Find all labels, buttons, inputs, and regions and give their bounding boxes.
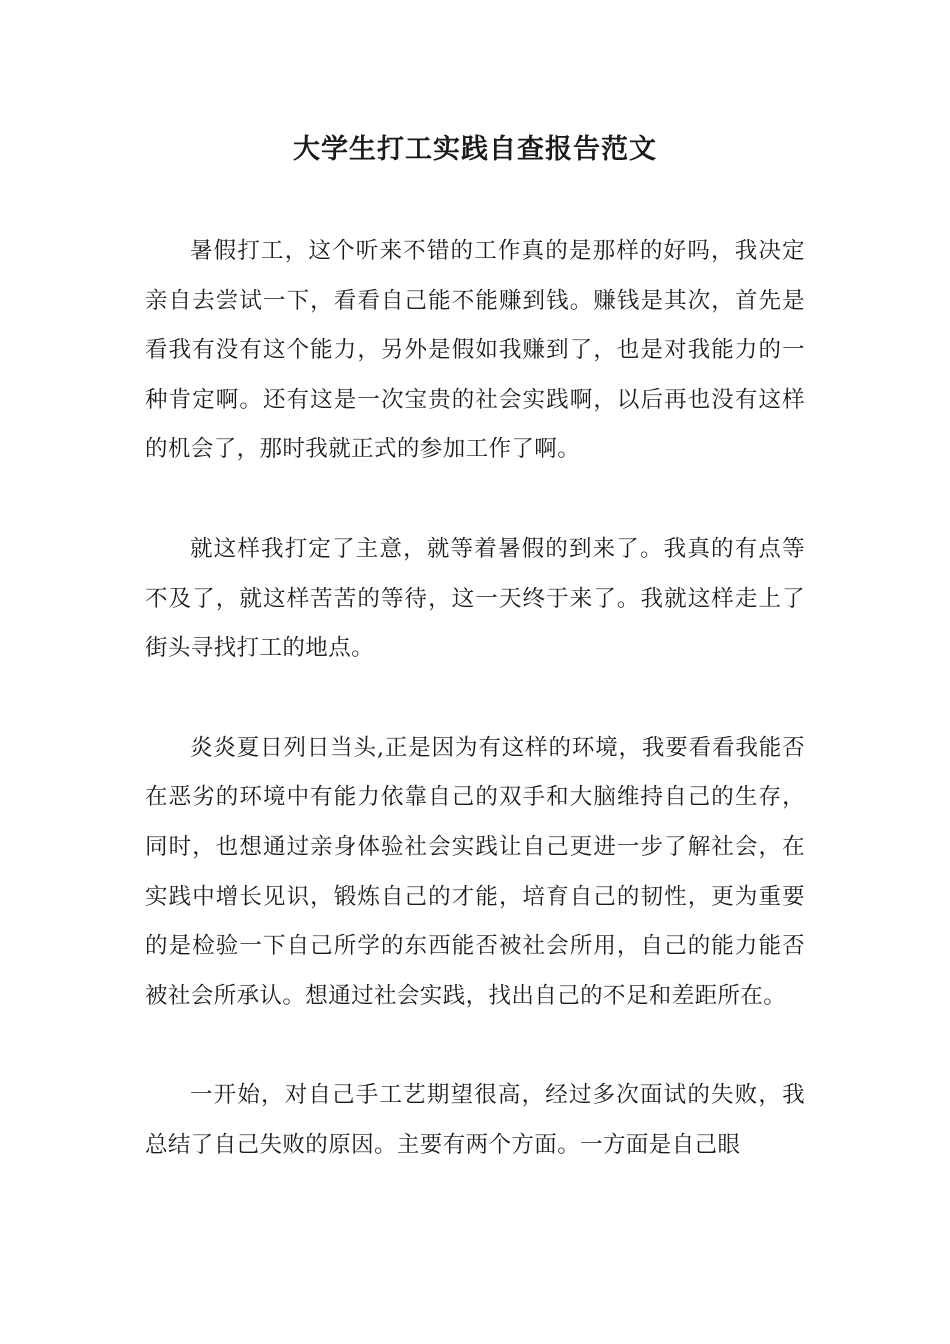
paragraph-4: 一开始，对自己手工艺期望很高，经过多次面试的失败，我总结了自己失败的原因。主要有两个方面。一方面是自己眼: [145, 1082, 805, 1158]
paragraph-2: 就这样我打定了主意，就等着暑假的到来了。我真的有点等不及了，就这样苦苦的等待，这一天终于来了。我就这样走上了街头寻找打工的地点。: [145, 535, 805, 662]
paragraph-3: 炎炎夏日列日当头,正是因为有这样的环境，我要看看我能否在恶劣的环境中有能力依靠自己的双手和大脑维持自己的生存，同时，也想通过亲身体验社会实践让自己更进一步了解社会，在实践中增长见识，锻炼自己的才能，培育自己的韧性，更为重要的是检验一下自己所学的东西能否被社会所用，自己的能力能否被社会所承认。想通过社会实践，找出自己的不足和差距所在。: [145, 734, 805, 1009]
document-body: [145, 227, 805, 1221]
paragraph-1: 暑假打工，这个听来不错的工作真的是那样的好吗，我决定亲自去尝试一下，看看自己能不能赚到钱。赚钱是其次，首先是看我有没有这个能力，另外是假如我赚到了，也是对我能力的一种肯定啊。还有这是一次宝贵的社会实践啊，以后再也没有这样的机会了，那时我就正式的参加工作了啊。: [145, 238, 805, 463]
document-title: 大学生打工实践自查报告范文: [293, 134, 657, 165]
